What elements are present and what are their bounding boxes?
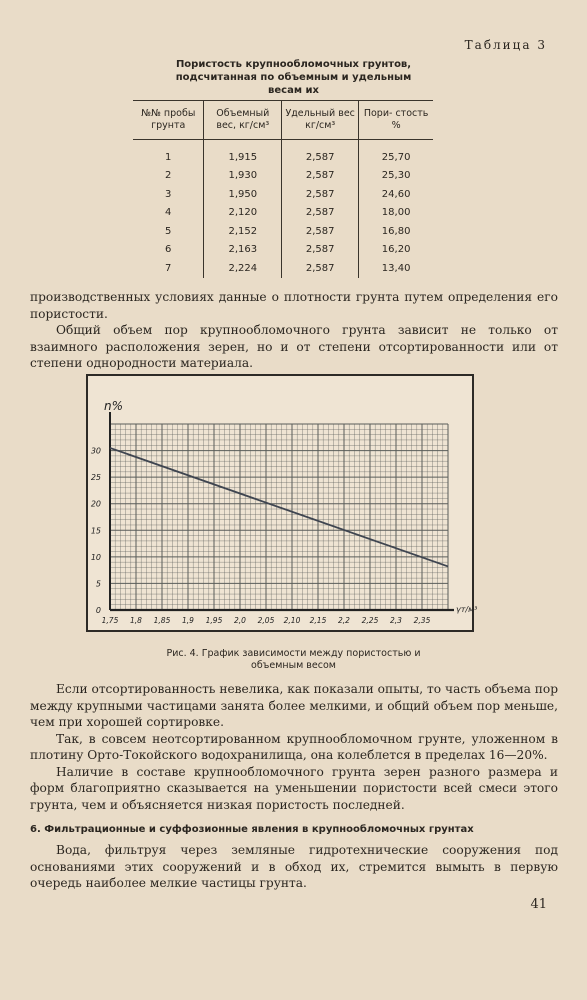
y-axis-label: n% [104, 399, 124, 413]
x-tick-label: 2,3 [390, 616, 402, 625]
table-cell: 6 [165, 244, 172, 256]
table-title-line: Пористость крупнообломочных грунтов, [175, 59, 412, 70]
porosity-table [133, 100, 433, 278]
porosity-chart [86, 374, 478, 632]
col-volume-weight: Объемный вес, кг/см³ [204, 101, 282, 140]
table-cell: 2,587 [282, 140, 359, 167]
table-cell: 1 [165, 151, 172, 163]
section-heading: 6. Фильтрационные и суффозионные явления в крупнообломочных грунтах [30, 824, 474, 835]
paragraph: Общий объем пор крупнообломочного грунта зависит не только от взаимного расположения зерен, но и от степени отсортированности или от степени однородности материала. [30, 323, 558, 370]
porosity-trend-line [110, 448, 448, 567]
text-block-3 [30, 842, 558, 892]
table-cell: 2,587 [282, 204, 359, 223]
paragraph: производственных условиях данные о плотности грунта путем определения его пористости. [30, 290, 558, 321]
table-title-line: весам их [268, 85, 319, 96]
table-cell: 2,587 [282, 259, 359, 278]
table-title [0, 58, 587, 97]
x-tick-label: 1,8 [130, 616, 142, 625]
table-row [133, 140, 433, 167]
x-tick-label: 2,25 [361, 616, 379, 625]
table-cell: 2,587 [282, 241, 359, 260]
table-cell: 3 [165, 188, 172, 200]
col-specific-weight: Удельный вес кг/см³ [282, 101, 359, 140]
x-tick-label: 2,35 [413, 616, 431, 625]
table-cell: 2,587 [282, 185, 359, 204]
table-row [133, 222, 433, 241]
x-tick-label: 2,15 [309, 616, 327, 625]
table-cell: 1,930 [204, 167, 282, 186]
table-cell: 1,915 [204, 140, 282, 167]
paragraph: Наличие в составе крупнообломочного грунта зерен разного размера и форм благоприятно сказывается на уменьшении пористости всей смеси этого грунта, чем и объясняется низкая пористость последней. [30, 764, 558, 812]
page-number: 41 [530, 897, 547, 912]
table-title-line: подсчитанная по объемным и удельным [175, 72, 412, 83]
col-porosity: Пори- стость % [359, 101, 433, 140]
y-tick-label: 30 [90, 446, 101, 456]
table-cell: 2,587 [282, 222, 359, 241]
paragraph: Вода, фильтруя через земляные гидротехнические сооружения под основаниями этих сооружений и в обход их, стремится вымыть в первую очередь наиболее мелкие частицы грунта. [30, 843, 558, 890]
table-row [133, 185, 433, 204]
x-axis-label: γт/м³ [456, 605, 478, 614]
table-cell: 2,224 [204, 259, 282, 278]
y-tick-label: 25 [90, 473, 101, 483]
x-tick-label: 2,0 [234, 616, 246, 625]
table-cell: 4 [165, 207, 172, 219]
table-cell: 2,152 [204, 222, 282, 241]
x-tick-label: 1,75 [101, 616, 119, 625]
table-cell: 24,60 [359, 185, 433, 204]
table-cell: 7 [165, 262, 172, 274]
table-cell: 2,120 [204, 204, 282, 223]
x-tick-label: 1,85 [153, 616, 171, 625]
x-tick-label: 1,95 [205, 616, 223, 625]
y-tick-label: 15 [90, 526, 101, 536]
caption-line: Рис. 4. График зависимости между пористостью и [166, 648, 421, 659]
x-tick-label: 1,9 [182, 616, 194, 625]
y-tick-label: 10 [90, 552, 101, 562]
table-row [133, 259, 433, 278]
table-cell: 16,80 [359, 222, 433, 241]
text-block-1 [30, 289, 558, 372]
paragraph: Так, в совсем неотсортированном крупнообломочном грунте, уложенном в плотину Орто-Токойского водохранилища, она колеблется в пределах 16—20%. [30, 731, 558, 762]
table-cell: 25,70 [359, 140, 433, 167]
table-number: Таблица 3 [464, 38, 547, 52]
y-tick-label: 0 [95, 606, 101, 615]
col-sample: №№ пробы грунта [133, 101, 204, 140]
x-tick-label: 2,10 [283, 616, 301, 625]
table-cell: 13,40 [359, 259, 433, 278]
table-row [133, 204, 433, 223]
paragraph: Если отсортированность невелика, как показали опыты, то часть объема пор между крупными частицами занята более мелкими, и общий объем пор меньше, чем при хорошей сортировке. [30, 682, 558, 729]
table-cell: 16,20 [359, 241, 433, 260]
table-header-row [133, 101, 433, 140]
y-tick-label: 5 [95, 579, 101, 589]
y-tick-label: 20 [90, 499, 101, 509]
table-row [133, 241, 433, 260]
table-cell: 2 [165, 170, 172, 182]
x-tick-label: 2,2 [338, 616, 350, 625]
table-cell: 25,30 [359, 167, 433, 186]
table-cell: 2,587 [282, 167, 359, 186]
table-cell: 5 [165, 225, 172, 237]
table-cell: 18,00 [359, 204, 433, 223]
table-cell: 1,950 [204, 185, 282, 204]
chart-svg [88, 376, 478, 630]
x-tick-label: 2,05 [257, 616, 275, 625]
text-block-2 [30, 681, 558, 813]
table-body [133, 140, 433, 278]
caption-line: объемным весом [251, 660, 336, 671]
table-row [133, 167, 433, 186]
table-cell: 2,163 [204, 241, 282, 260]
figure-caption [0, 648, 587, 672]
